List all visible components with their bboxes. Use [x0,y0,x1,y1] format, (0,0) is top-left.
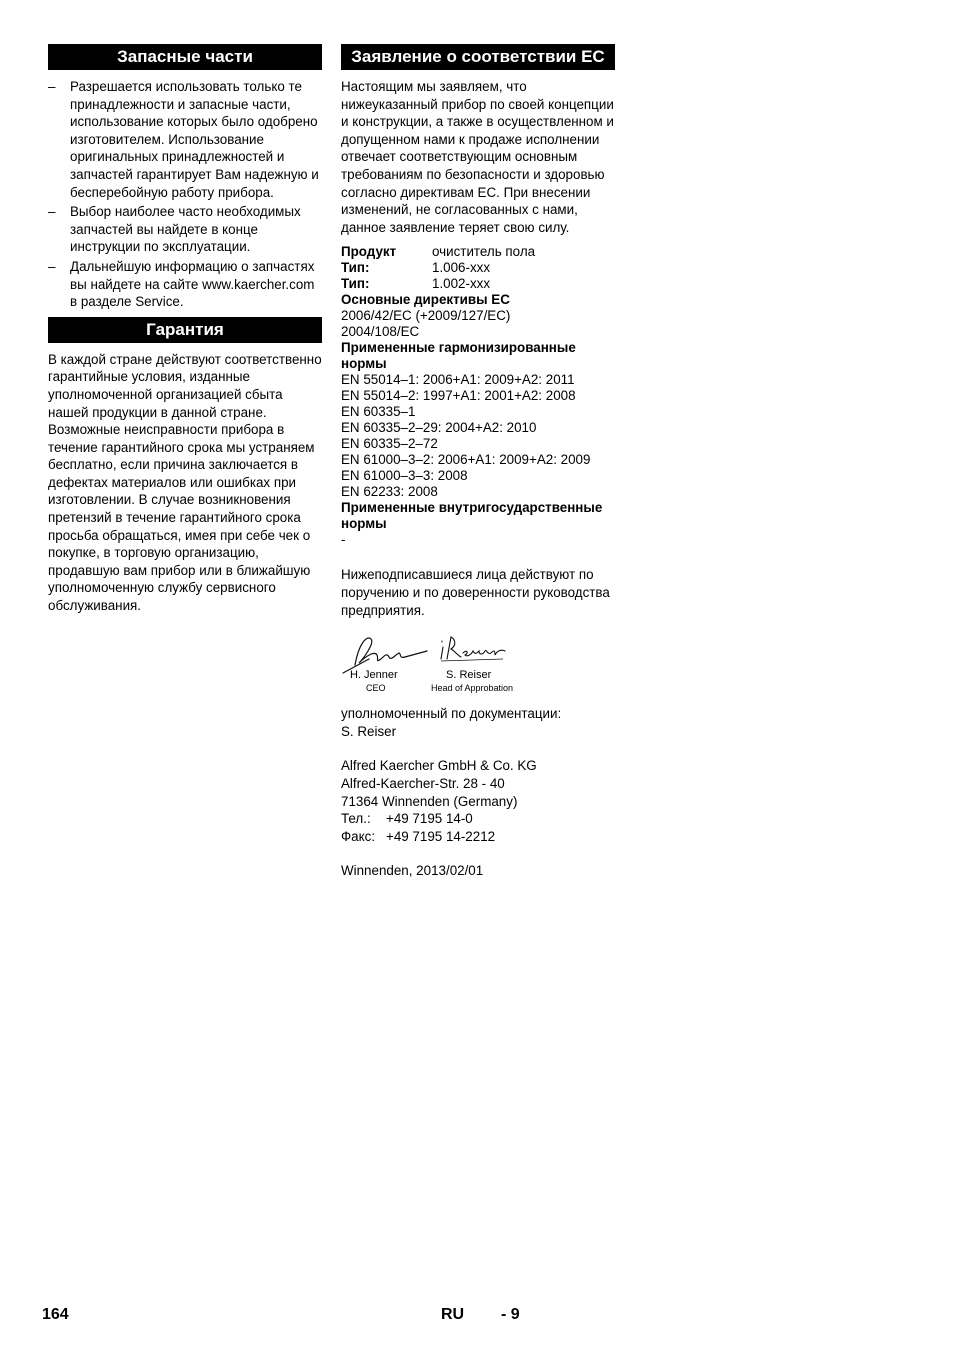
right-column [341,44,615,880]
warranty-heading: Гарантия [48,317,322,343]
spare-parts-item-2: Выбор наиболее часто необходимых запчастей вы найдете в конце инструкции по эксплуатации. [70,204,301,255]
signature-role-jenner: CEO [366,683,386,694]
product-label: Продукт [341,244,397,260]
doc-authority-label: уполномоченный по документации: [341,706,562,722]
type-row-2 [341,276,615,292]
type-value: 1.002-xxx [432,276,491,292]
dash-bullet: – [48,258,56,274]
national-value: - [341,532,346,548]
sub-page-number: - 9 [501,1306,520,1323]
product-value: очиститель пола [432,244,536,260]
doc-authority-name: S. Reiser [341,723,397,739]
harmonized-label: Примененные гармонизированные нормы [341,340,576,372]
type-value: 1.006-xxx [432,260,491,276]
page-number: 164 [42,1306,69,1323]
list-item [48,78,322,201]
type-label: Тип: [341,276,370,292]
dash-bullet: – [48,79,56,94]
company-street: Alfred-Kaercher-Str. 28 - 40 [341,775,505,791]
company-address [341,757,615,845]
declaration-heading: Заявление о соответствии ЕС [341,44,615,70]
warranty-text: В каждой стране действуют соответственно гарантийные условия, изданные уполномоченной организацией сбыта нашей продукции в данной стране. Возможные неисправности прибора в течение гарантийного срока мы устраняем бесплатно, если причина заключается в дефектах материалов или ошибках при изготовлении. В случае возникновения претензий в течение гарантийного срока просьба обращаться, имея при себе чек о покупке, в торговую организацию, продавшую вам прибор или в ближайшую уполномоченную службу сервисного обслуживания. [48,351,322,614]
spare-parts-item-1: Разрешается использовать только те принадлежности и запасные части, использование которых было одобрено изготовителем. Использование оригинальных принадлежностей и запчастей гарантирует Вам надежную и бесперебойную работу прибора. [70,79,319,200]
language-code: RU [441,1306,465,1323]
standard-line: EN 62233: 2008 [341,484,438,500]
signatories-text: Нижеподписавшиеся лица действуют по поручению и по доверенности руководства предприятия. [341,567,610,618]
declaration-details [341,244,615,548]
place-date: Winnenden, 2013/02/01 [341,863,484,879]
spare-parts-item-3: Дальнейшую информацию о запчастях вы найдете на сайте www.kaercher.com в разделе Service. [70,258,315,310]
company-city: 71364 Winnenden (Germany) [341,793,518,809]
standard-line: EN 55014–2: 1997+A1: 2001+A2: 2008 [341,388,576,404]
product-row [341,244,615,260]
fax-row [341,828,615,846]
standard-line: EN 61000–3–3: 2008 [341,468,468,484]
signature-role-reiser: Head of Approbation [431,683,514,694]
signature-name-reiser: S. Reiser [446,669,492,682]
phone-row [341,810,615,828]
directive-line: 2004/108/EC [341,324,420,340]
left-column [48,44,322,615]
standard-line: EN 60335–2–29: 2004+A2: 2010 [341,420,537,436]
type-row-1 [341,260,615,276]
standard-line: EN 60335–1 [341,404,416,420]
signature-reiser [437,629,509,669]
fax-value: +49 7195 14-2212 [386,828,496,844]
signature-name-jenner: H. Jenner [350,669,398,682]
standard-line: EN 61000–3–2: 2006+A1: 2009+A2: 2009 [341,452,591,468]
list-item [48,203,322,256]
phone-value: +49 7195 14-0 [386,811,473,827]
spare-parts-list [48,78,322,311]
standard-line: EN 55014–1: 2006+A1: 2009+A2: 2011 [341,372,575,388]
signature-block [341,629,615,705]
declaration-intro: Настоящим мы заявляем, что нижеуказанный прибор по своей концепции и конструкции, а также в осуществленном и допущенном нами к продаже исполнении отвечает соответствующим основным требованиям по безопасности и здоровью согласно директивам ЕС. При внесении изменений, не согласованных с нами, данное заявление теряет свою силу. [341,79,614,235]
directive-line: 2006/42/EC (+2009/127/EC) [341,308,511,324]
phone-label: Тел.: [341,811,371,827]
list-item [48,258,322,311]
directives-label: Основные директивы ЕС [341,292,510,308]
signature-reiser-icon [437,629,509,669]
fax-label: Факс: [341,828,376,844]
national-label: Примененные внутригосударственные нормы [341,500,603,532]
type-label: Тип: [341,260,370,276]
doc-authority [341,705,615,740]
company-name: Alfred Kaercher GmbH & Co. KG [341,758,537,774]
dash-bullet: – [48,204,56,220]
standard-line: EN 60335–2–72 [341,436,438,452]
spare-parts-heading: Запасные части [48,44,322,70]
